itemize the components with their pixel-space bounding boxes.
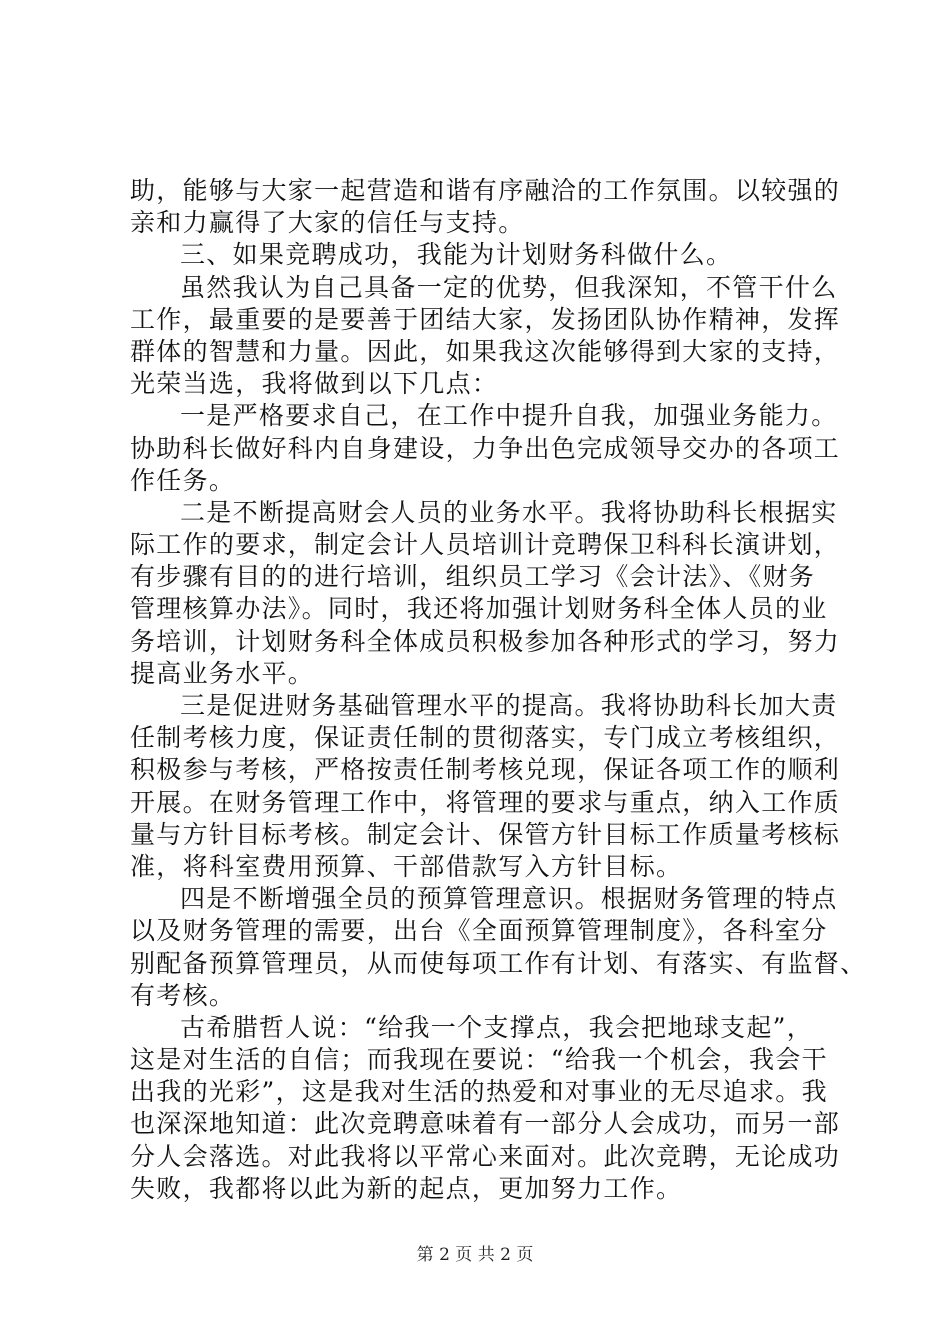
text-line: 协助科长做好科内自身建设，力争出色完成领导交办的各项工 (130, 433, 841, 463)
text-line: 积极参与考核，严格按责任制考核兑现，保证各项工作的顺利 (130, 755, 841, 785)
document-body (130, 175, 867, 1205)
text-line: 二是不断提高财会人员的业务水平。我将协助科长根据实 (180, 497, 838, 527)
text-line: 光荣当选，我将做到以下几点： (130, 369, 499, 399)
text-line: 亲和力赢得了大家的信任与支持。 (130, 208, 525, 238)
text-line: 任制考核力度，保证责任制的贯彻落实，专门成立考核组织， (130, 723, 841, 753)
text-line: 以及财务管理的需要，出台《全面预算管理制度》，各科室分 (130, 916, 828, 946)
text-line: 分人会落选。对此我将以平常心来面对。此次竞聘，无论成功 (130, 1141, 841, 1171)
text-line: 四是不断增强全员的预算管理意识。根据财务管理的特点 (180, 884, 838, 914)
text-line: 准，将科室费用预算、干部借款写入方针目标。 (130, 851, 683, 881)
text-line: 助，能够与大家一起营造和谐有序融洽的工作氛围。以较强的 (130, 176, 841, 205)
text-line: 务培训，计划财务科全体成员积极参加各种形式的学习，努力 (130, 626, 841, 656)
text-line: 有步骤有目的的进行培训，组织员工学习《会计法》、《财务 (130, 562, 816, 592)
text-line: 作任务。 (130, 465, 236, 495)
text-line: 一是严格要求自己，在工作中提升自我，加强业务能力。 (180, 401, 838, 431)
text-line: 出我的光彩”，这是我对生活的热爱和对事业的无尽追求。我 (130, 1077, 828, 1107)
text-line: 别配备预算管理员，从而使每项工作有计划、有落实、有监督、 (130, 948, 867, 978)
text-line: 有考核。 (130, 980, 236, 1010)
text-line: 也深深地知道：此次竞聘意味着有一部分人会成功，而另一部 (130, 1109, 841, 1139)
text-line: 开展。在财务管理工作中，将管理的要求与重点，纳入工作质 (130, 787, 841, 817)
section-heading: 三、如果竞聘成功，我能为计划财务科做什么。 (180, 240, 733, 270)
text-line: 失败，我都将以此为新的起点，更加努力工作。 (130, 1173, 683, 1203)
text-line: 际工作的要求，制定会计人员培训计竞聘保卫科科长演讲划， (130, 530, 841, 560)
text-line: 量与方针目标考核。制定会计、保管方针目标工作质量考核标 (130, 819, 841, 849)
text-line: 古希腊哲人说：“给我一个支撑点，我会把地球支起”， (180, 1012, 814, 1042)
text-line: 群体的智慧和力量。因此，如果我这次能够得到大家的支持， (130, 336, 841, 366)
text-line: 工作，最重要的是要善于团结大家，发扬团队协作精神，发挥 (130, 304, 841, 334)
text-line: 这是对生活的自信；而我现在要说：“给我一个机会，我会干 (130, 1045, 828, 1075)
page-number-footer: 第 2 页 共 2 页 (416, 1245, 534, 1265)
text-line: 虽然我认为自己具备一定的优势，但我深知，不管干什么 (180, 272, 838, 302)
text-line: 提高业务水平。 (130, 658, 315, 688)
text-line: 管理核算办法》。同时，我还将加强计划财务科全体人员的业 (130, 594, 828, 624)
text-line: 三是促进财务基础管理水平的提高。我将协助科长加大责 (180, 691, 838, 720)
